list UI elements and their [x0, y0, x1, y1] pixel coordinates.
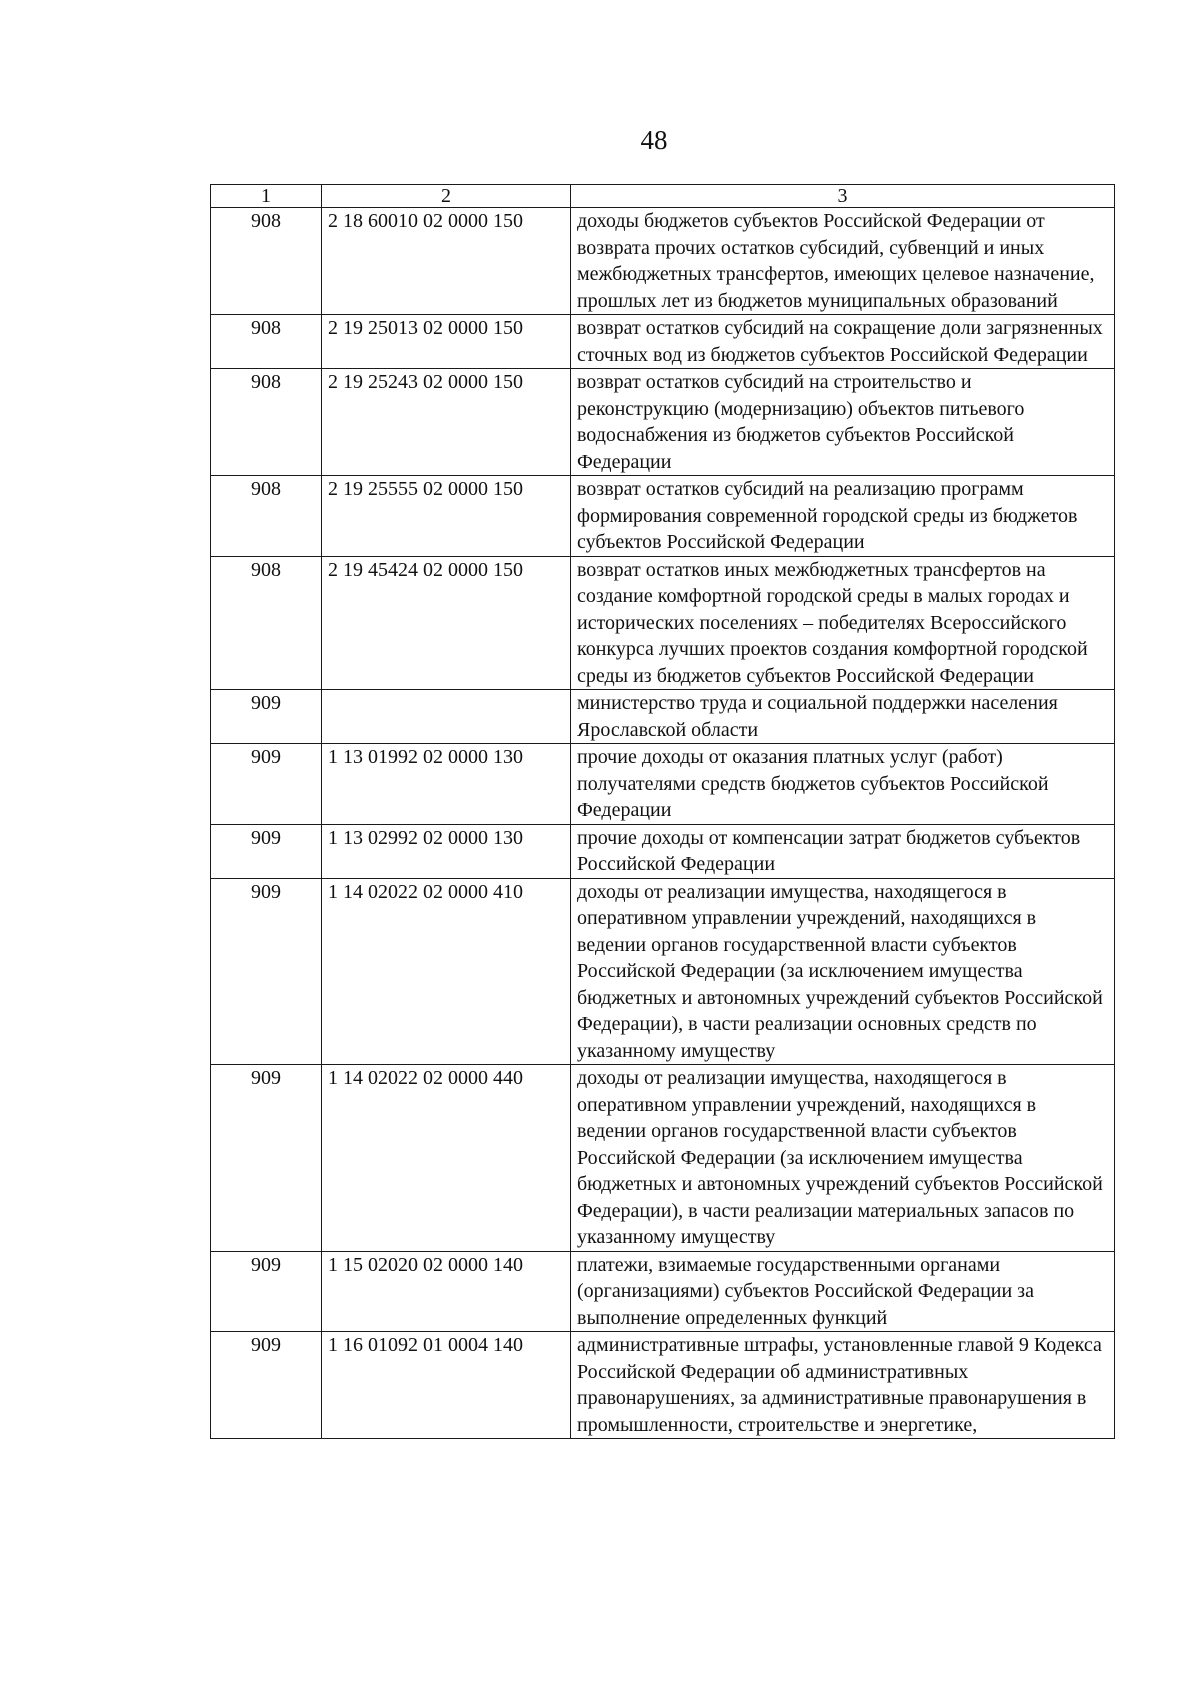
column-header-1: 1 [211, 185, 322, 208]
column-header-2: 2 [322, 185, 571, 208]
admin-code-cell: 908 [211, 476, 322, 557]
revenue-code-cell: 1 14 02022 02 0000 410 [322, 878, 571, 1065]
admin-code-cell: 908 [211, 208, 322, 315]
admin-code-cell: 909 [211, 690, 322, 744]
admin-code-cell: 909 [211, 824, 322, 878]
revenue-code-cell: 1 16 01092 01 0004 140 [322, 1332, 571, 1439]
page-number: 48 [640, 125, 668, 155]
revenue-code-cell: 1 14 02022 02 0000 440 [322, 1065, 571, 1252]
admin-code-cell: 908 [211, 315, 322, 369]
revenue-name-cell: возврат остатков субсидий на строительство и реконструкцию (модернизацию) объектов питьевого водоснабжения из бюджетов субъектов Российской Федерации [571, 369, 1115, 476]
admin-code-cell: 908 [211, 369, 322, 476]
revenue-code-cell [322, 690, 571, 744]
revenue-code-cell: 2 19 45424 02 0000 150 [322, 556, 571, 690]
revenue-code-cell: 2 19 25555 02 0000 150 [322, 476, 571, 557]
admin-code-cell: 909 [211, 1251, 322, 1332]
revenue-name-cell: административные штрафы, установленные главой 9 Кодекса Российской Федерации об административных правонарушениях, за административные правонарушения в промышленности, строительстве и энергетике, [571, 1332, 1115, 1439]
table-body [211, 185, 1115, 1439]
revenue-name-cell: платежи, взимаемые государственными органами (организациями) субъектов Российской Федерации за выполнение определенных функций [571, 1251, 1115, 1332]
admin-code-cell: 909 [211, 744, 322, 825]
revenue-name-cell: доходы от реализации имущества, находящегося в оперативном управлении учреждений, находящихся в ведении органов государственной власти субъектов Российской Федерации (за исключением имущества бюджетных и автономных учреждений субъектов Российской Федерации), в части реализации материальных запасов по указанному имуществу [571, 1065, 1115, 1252]
table-row [211, 744, 1115, 825]
revenue-code-cell: 1 13 01992 02 0000 130 [322, 744, 571, 825]
admin-code-cell: 908 [211, 556, 322, 690]
revenue-codes-table [210, 184, 1115, 1439]
admin-code-cell: 909 [211, 1332, 322, 1439]
revenue-name-cell: доходы бюджетов субъектов Российской Федерации от возврата прочих остатков субсидий, субвенций и иных межбюджетных трансфертов, имеющих целевое назначение, прошлых лет из бюджетов муниципальных образований [571, 208, 1115, 315]
revenue-code-cell: 2 19 25243 02 0000 150 [322, 369, 571, 476]
revenue-name-cell: прочие доходы от компенсации затрат бюджетов субъектов Российской Федерации [571, 824, 1115, 878]
table-row [211, 476, 1115, 557]
revenue-name-cell: возврат остатков иных межбюджетных трансфертов на создание комфортной городской среды в малых городах и исторических поселениях – победителях Всероссийского конкурса лучших проектов создания комфортной городской среды из бюджетов субъектов Российской Федерации [571, 556, 1115, 690]
table-row [211, 1332, 1115, 1439]
table-row [211, 1251, 1115, 1332]
table-row [211, 1065, 1115, 1252]
revenue-code-cell: 2 19 25013 02 0000 150 [322, 315, 571, 369]
admin-code-cell: 909 [211, 1065, 322, 1252]
revenue-code-cell: 1 13 02992 02 0000 130 [322, 824, 571, 878]
table-row [211, 690, 1115, 744]
revenue-name-cell: возврат остатков субсидий на реализацию программ формирования современной городской среды из бюджетов субъектов Российской Федерации [571, 476, 1115, 557]
revenue-name-cell: министерство труда и социальной поддержки населения Ярославской области [571, 690, 1115, 744]
column-header-3: 3 [571, 185, 1115, 208]
revenue-name-cell: возврат остатков субсидий на сокращение доли загрязненных сточных вод из бюджетов субъектов Российской Федерации [571, 315, 1115, 369]
table-row [211, 315, 1115, 369]
table-header-row [211, 185, 1115, 208]
table-row [211, 556, 1115, 690]
admin-code-cell: 909 [211, 878, 322, 1065]
revenue-name-cell: прочие доходы от оказания платных услуг (работ) получателями средств бюджетов субъектов Российской Федерации [571, 744, 1115, 825]
table-row [211, 878, 1115, 1065]
table-row [211, 369, 1115, 476]
revenue-code-cell: 2 18 60010 02 0000 150 [322, 208, 571, 315]
table-row [211, 824, 1115, 878]
revenue-name-cell: доходы от реализации имущества, находящегося в оперативном управлении учреждений, находящихся в ведении органов государственной власти субъектов Российской Федерации (за исключением имущества бюджетных и автономных учреждений субъектов Российской Федерации), в части реализации основных средств по указанному имуществу [571, 878, 1115, 1065]
revenue-code-cell: 1 15 02020 02 0000 140 [322, 1251, 571, 1332]
table-row [211, 208, 1115, 315]
